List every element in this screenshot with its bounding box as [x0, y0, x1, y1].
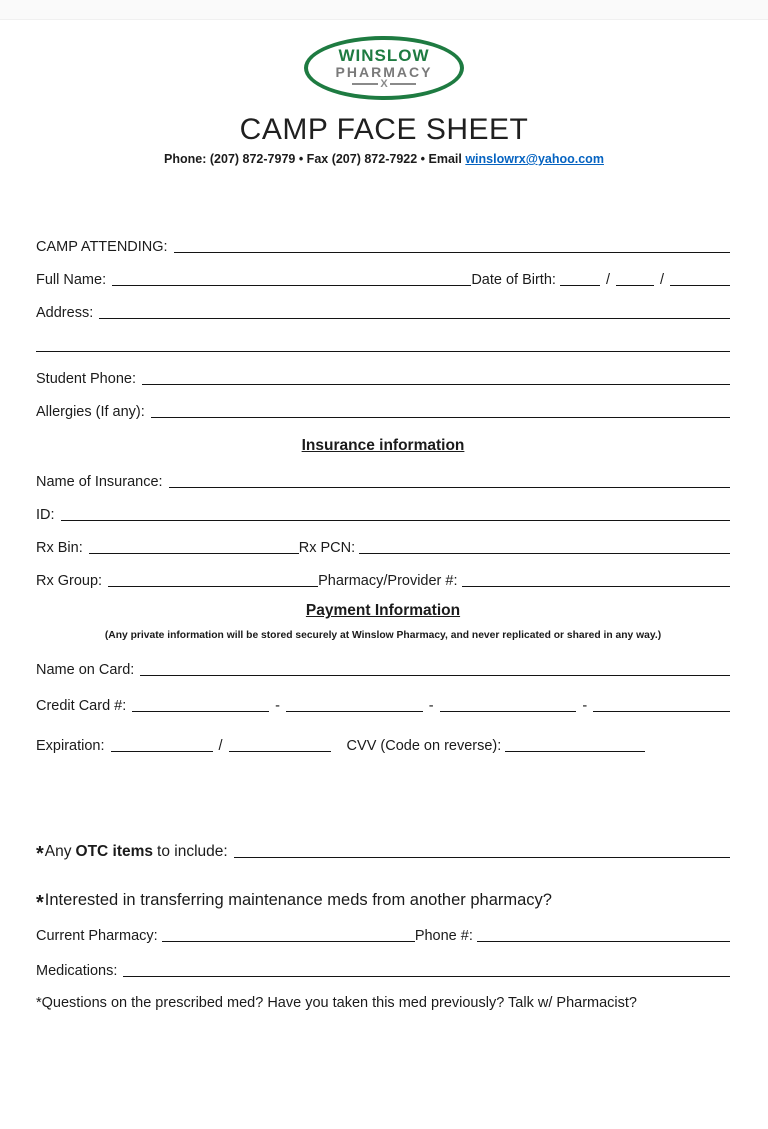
- dob-slash: /: [659, 272, 664, 289]
- winslow-pharmacy-logo: [0, 36, 768, 100]
- insurance-name-blank-line: [169, 487, 730, 488]
- current-pharmacy-label: Current Pharmacy:: [36, 928, 158, 945]
- provider-label: Pharmacy/Provider #:: [318, 573, 458, 590]
- contact-line: [0, 151, 768, 167]
- card-number-blank-2: [286, 711, 423, 712]
- rx-bin-blank-line: [89, 553, 299, 554]
- medications-blank-line: [123, 976, 730, 977]
- credit-card-row: [36, 682, 730, 715]
- dob-year-blank: [670, 285, 730, 286]
- current-pharmacy-row: [36, 912, 730, 945]
- allergies-label: Allergies (If any):: [36, 404, 145, 421]
- dob-month-blank: [560, 285, 600, 286]
- cvv-blank-line: [505, 751, 645, 752]
- form-body: [0, 223, 768, 980]
- transfer-question-row: [36, 877, 730, 914]
- insurance-id-row: [36, 491, 730, 524]
- address-row: [36, 289, 730, 322]
- cvv-label: CVV (Code on reverse):: [346, 738, 502, 755]
- rx-group-provider-row: [36, 557, 730, 590]
- contact-text: Phone: (207) 872-7979 • Fax (207) 872-7922 • Email: [164, 152, 462, 166]
- insurance-id-label: ID:: [36, 507, 55, 524]
- logo-winslow-text: WINSLOW: [338, 46, 430, 65]
- logo-rx-mark: [352, 79, 415, 89]
- expiration-slash: /: [218, 738, 223, 755]
- phone-number-label: Phone #:: [414, 928, 473, 945]
- camp-attending-row: [36, 223, 730, 256]
- name-on-card-row: [36, 646, 730, 679]
- insurance-name-row: [36, 458, 730, 491]
- address-blank-line: [99, 318, 730, 319]
- page-top-edge: [0, 0, 768, 20]
- pharmacist-question-note: *Questions on the prescribed med? Have you taken this med previously? Talk w/ Pharmacist?: [36, 995, 637, 1011]
- medications-row: [36, 947, 730, 980]
- rx-x-glyph: X: [380, 78, 388, 90]
- student-phone-row: [36, 355, 730, 388]
- transfer-question-text: Interested in transferring maintenance meds from another pharmacy?: [44, 891, 552, 909]
- logo-pharmacy-text: PHARMACY: [335, 64, 433, 80]
- otc-asterisk: *: [36, 843, 44, 865]
- rx-bin-label: Rx Bin:: [36, 540, 83, 557]
- credit-card-label: Credit Card #:: [36, 698, 127, 715]
- payment-section-heading: Payment Information: [305, 602, 461, 619]
- rx-line-left: [352, 83, 378, 85]
- card-dash: -: [582, 698, 588, 715]
- allergies-blank-line: [151, 417, 730, 418]
- card-dash: -: [428, 698, 434, 715]
- page-title: CAMP FACE SHEET: [239, 113, 529, 146]
- rx-group-label: Rx Group:: [36, 573, 103, 590]
- rx-pcn-blank-line: [359, 553, 730, 554]
- rx-group-blank-line: [108, 586, 318, 587]
- name-on-card-label: Name on Card:: [36, 662, 135, 679]
- rx-line-right: [390, 83, 416, 85]
- current-pharmacy-blank-line: [162, 941, 415, 942]
- address-label: Address:: [36, 305, 94, 322]
- otc-text-before: Any: [44, 843, 72, 861]
- otc-text-bold: OTC items: [75, 843, 154, 861]
- insurance-id-blank-line: [61, 520, 730, 521]
- expiration-cvv-row: [36, 722, 730, 755]
- insurance-name-label: Name of Insurance:: [36, 474, 163, 491]
- camp-attending-label: CAMP ATTENDING:: [36, 239, 168, 256]
- full-name-blank-line: [112, 285, 471, 286]
- full-name-label: Full Name:: [36, 272, 107, 289]
- address-blank-line-2: [36, 351, 730, 352]
- otc-items-blank-line: [234, 857, 730, 858]
- expiration-year-blank: [229, 751, 331, 752]
- provider-blank-line: [462, 586, 730, 587]
- dob-label: Date of Birth:: [471, 272, 556, 289]
- rx-pcn-label: Rx PCN:: [298, 540, 356, 557]
- rx-bin-pcn-row: [36, 524, 730, 557]
- student-phone-blank-line: [142, 384, 730, 385]
- transfer-asterisk: *: [36, 892, 44, 914]
- camp-attending-blank-line: [174, 252, 730, 253]
- allergies-row: [36, 388, 730, 421]
- full-name-dob-row: [36, 256, 730, 289]
- card-number-blank-3: [440, 711, 577, 712]
- otc-text-after: to include:: [157, 843, 228, 861]
- card-number-blank-4: [593, 711, 730, 712]
- medications-label: Medications:: [36, 963, 118, 980]
- expiration-month-blank: [111, 751, 213, 752]
- insurance-section-heading: Insurance information: [301, 437, 465, 454]
- address-continuation-row: [36, 322, 730, 355]
- payment-privacy-note: (Any private information will be stored securely at Winslow Pharmacy, and never replicated or shared in any way.): [104, 630, 662, 641]
- student-phone-label: Student Phone:: [36, 371, 136, 388]
- expiration-label: Expiration:: [36, 738, 105, 755]
- phone-number-blank-line: [477, 941, 730, 942]
- card-dash: -: [275, 698, 280, 715]
- dob-slash: /: [605, 272, 610, 289]
- card-number-blank-1: [132, 711, 269, 712]
- logo-ellipse: [304, 36, 464, 100]
- email-link[interactable]: winslowrx@yahoo.com: [465, 152, 604, 166]
- name-on-card-blank-line: [140, 675, 730, 676]
- otc-items-row: [36, 828, 730, 865]
- dob-day-blank: [616, 285, 654, 286]
